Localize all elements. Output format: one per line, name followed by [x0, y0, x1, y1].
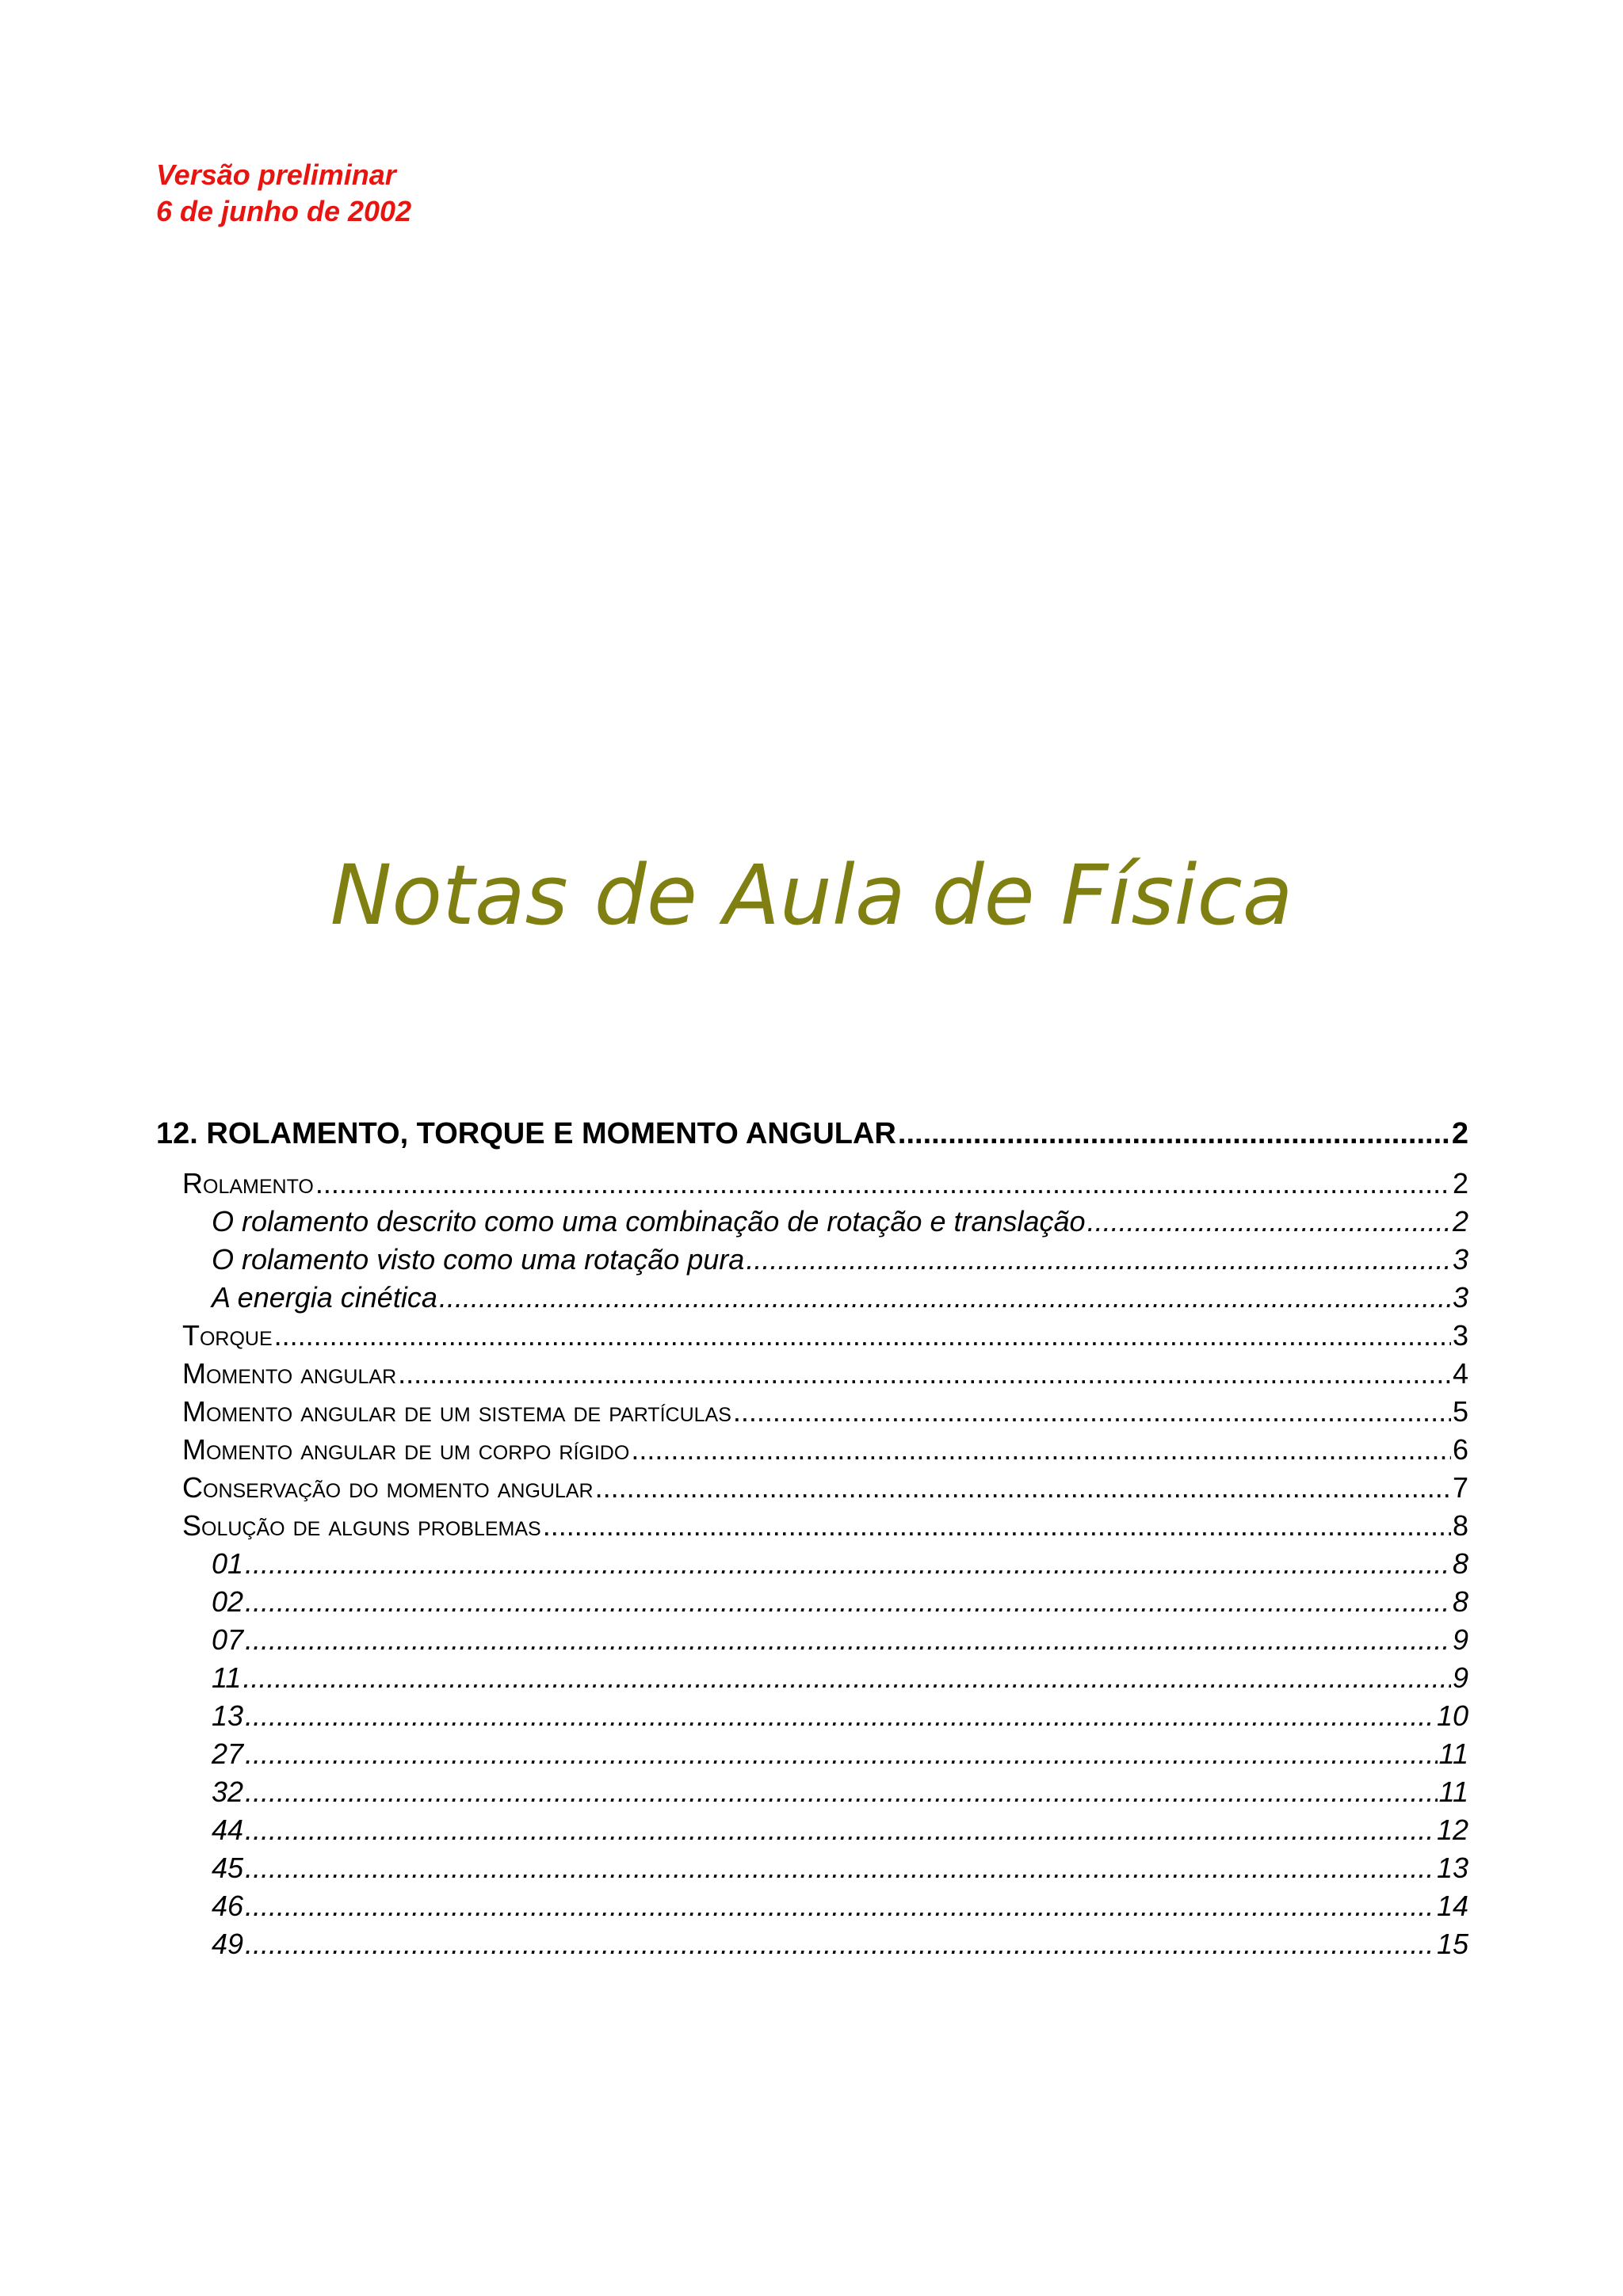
toc-entry-page-number: 8	[1452, 1509, 1468, 1542]
toc-entry-page-number: 11	[1438, 1737, 1468, 1770]
toc-entry-label: 44	[212, 1814, 244, 1846]
toc-entry-label: 02	[212, 1585, 244, 1618]
toc-dot-leader	[245, 1697, 1435, 1735]
toc-subsection-entry[interactable]	[156, 1621, 1468, 1659]
toc-entry-page-number: 12	[1436, 1814, 1468, 1846]
toc-entry-label: Rolamento	[182, 1167, 314, 1199]
toc-entry-label: Momento angular de um sistema de partículas	[182, 1395, 731, 1428]
toc-entry-label: 13	[212, 1699, 244, 1732]
toc-entry-page-number: 10	[1436, 1699, 1468, 1732]
toc-section-entry[interactable]	[156, 1393, 1468, 1431]
toc-subsection-entry[interactable]	[156, 1203, 1468, 1241]
toc-entry-label: Momento angular de um corpo rígido	[182, 1433, 630, 1466]
toc-subsection-entry[interactable]	[156, 1659, 1468, 1697]
toc-dot-leader	[245, 1773, 1438, 1811]
toc-dot-leader	[746, 1241, 1451, 1279]
toc-subsection-entry[interactable]	[156, 1925, 1468, 1963]
toc-entry-label: 11	[212, 1661, 242, 1694]
toc-entry-page-number: 6	[1452, 1433, 1468, 1466]
toc-entry-label: 32	[212, 1775, 244, 1808]
toc-dot-leader	[398, 1355, 1451, 1393]
toc-dot-leader	[439, 1279, 1451, 1317]
toc-subsection-entry[interactable]	[156, 1545, 1468, 1583]
toc-subsection-entry[interactable]	[156, 1241, 1468, 1279]
toc-entry-page-number: 8	[1452, 1585, 1468, 1618]
document-title: Notas de Aula de Física	[330, 847, 1293, 944]
toc-entry-label: Momento angular	[182, 1357, 397, 1390]
toc-entry-label: 01	[212, 1547, 244, 1580]
toc-entry-label: A energia cinética	[212, 1281, 437, 1314]
toc-entry-label: Solução de alguns problemas	[182, 1509, 541, 1542]
toc-subsection-entry[interactable]	[156, 1583, 1468, 1621]
toc-subsection-entry[interactable]	[156, 1811, 1468, 1849]
toc-dot-leader	[245, 1811, 1435, 1849]
toc-section-entry[interactable]	[156, 1165, 1468, 1203]
version-date: 6 de junho de 2002	[156, 195, 412, 227]
toc-subsection-entry[interactable]	[156, 1773, 1468, 1811]
toc-dot-leader	[245, 1925, 1435, 1963]
toc-dot-leader	[245, 1849, 1435, 1887]
toc-entry-page-number: 9	[1452, 1623, 1468, 1656]
toc-entry-page-number: 14	[1436, 1890, 1468, 1922]
toc-dot-leader	[245, 1887, 1435, 1925]
toc-entry-page-number: 4	[1452, 1357, 1468, 1390]
toc-entry-label: 07	[212, 1623, 244, 1656]
toc-section-entry[interactable]	[156, 1317, 1468, 1355]
toc-dot-leader	[595, 1469, 1451, 1507]
toc-dot-leader	[733, 1393, 1451, 1431]
toc-dot-leader	[245, 1735, 1438, 1773]
toc-entry-label: 27	[212, 1737, 244, 1770]
toc-entry-label: O rolamento visto como uma rotação pura	[212, 1243, 745, 1276]
toc-dot-leader	[543, 1507, 1451, 1545]
toc-entry-page-number: 2	[1452, 1205, 1468, 1238]
toc-entry-page-number: 5	[1452, 1395, 1468, 1428]
toc-section-entry[interactable]	[156, 1355, 1468, 1393]
toc-section-entry[interactable]	[156, 1469, 1468, 1507]
toc-dot-leader	[898, 1109, 1450, 1158]
toc-section-entry[interactable]	[156, 1431, 1468, 1469]
toc-entry-page-number: 8	[1452, 1547, 1468, 1580]
toc-entry-page-number: 11	[1438, 1775, 1468, 1808]
toc-subsection-entry[interactable]	[156, 1735, 1468, 1773]
toc-entry-page-number: 2	[1452, 1167, 1468, 1199]
toc-entry-label: Torque	[182, 1319, 273, 1352]
toc-entry-page-number: 15	[1436, 1928, 1468, 1960]
toc-dot-leader	[245, 1621, 1451, 1659]
toc-dot-leader	[1087, 1203, 1451, 1241]
toc-dot-leader	[315, 1165, 1451, 1203]
toc-entry-page-number: 2	[1451, 1117, 1468, 1150]
toc-entry-page-number: 9	[1452, 1661, 1468, 1694]
toc-dot-leader	[245, 1545, 1451, 1583]
toc-subsection-entry[interactable]	[156, 1849, 1468, 1887]
toc-entry-label: Conservação do momento angular	[182, 1471, 594, 1504]
toc-subsection-entry[interactable]	[156, 1279, 1468, 1317]
toc-dot-leader	[245, 1583, 1451, 1621]
toc-entry-label: O rolamento descrito como uma combinação de rotação e translação	[212, 1205, 1086, 1238]
toc-subsection-entry[interactable]	[156, 1697, 1468, 1735]
toc-section-entry[interactable]	[156, 1507, 1468, 1545]
toc-dot-leader	[274, 1317, 1451, 1355]
toc-dot-leader	[631, 1431, 1451, 1469]
toc-entry-label: 49	[212, 1928, 244, 1960]
toc-entry-page-number: 3	[1452, 1319, 1468, 1352]
toc-chapter-entry[interactable]	[156, 1109, 1468, 1158]
toc-entry-page-number: 3	[1452, 1243, 1468, 1276]
toc-subsection-entry[interactable]	[156, 1887, 1468, 1925]
toc-entry-label: 45	[212, 1852, 244, 1884]
table-of-contents	[156, 1109, 1468, 1963]
toc-dot-leader	[242, 1659, 1451, 1697]
toc-entry-page-number: 7	[1452, 1471, 1468, 1504]
version-block	[156, 157, 411, 230]
version-label: Versão preliminar	[156, 158, 396, 191]
toc-entry-label: 46	[212, 1890, 244, 1922]
toc-entry-page-number: 3	[1452, 1281, 1468, 1314]
toc-entry-page-number: 13	[1436, 1852, 1468, 1884]
toc-entry-label: 12. ROLAMENTO, TORQUE E MOMENTO ANGULAR	[156, 1117, 896, 1150]
